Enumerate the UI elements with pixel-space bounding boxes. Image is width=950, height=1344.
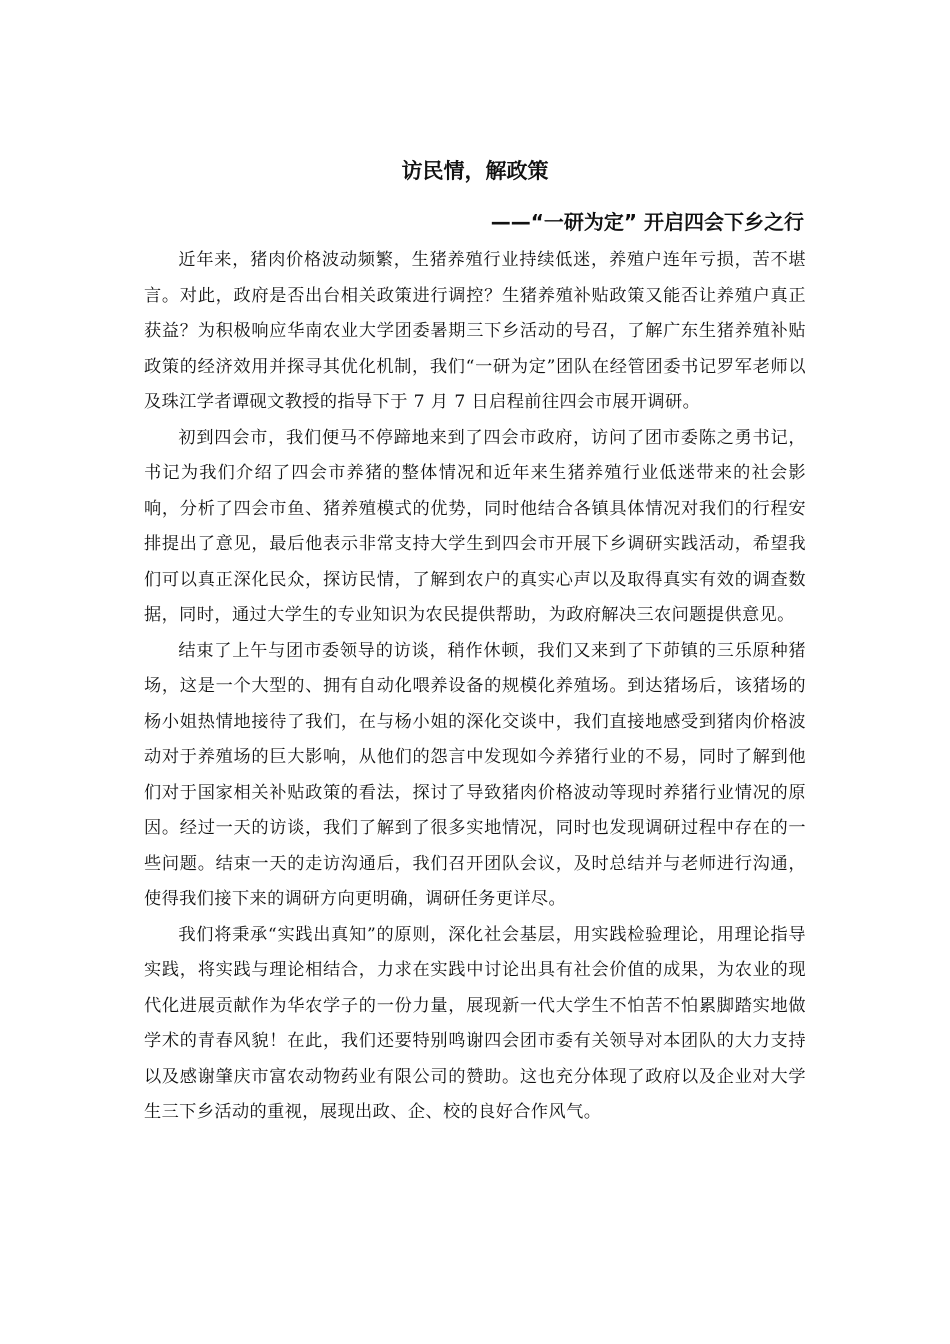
- article-subtitle: ——“一研为定” 开启四会下乡之行: [490, 210, 804, 234]
- article-title: 访民情，解政策: [401, 159, 549, 183]
- article-body: [144, 243, 806, 1131]
- paragraph-2: 初到四会市，我们便马不停蹄地来到了四会市政府，访问了团市委陈之勇书记，书记为我们介绍了四会市养猪的整体情况和近年来生猪养殖行业低迷带来的社会影响，分析了四会市鱼、猪养殖模式的优势，同时他结合各镇具体情况对我们的行程安排提出了意见，最后他表示非常支持大学生到四会市开展下乡调研实践活动，希望我们可以真正深化民众，探访民情，了解到农户的真实心声以及取得真实有效的调查数据，同时，通过大学生的专业知识为农民提供帮助，为政府解决三农问题提供意见。: [144, 427, 806, 625]
- paragraph-1: 近年来，猪肉价格波动频繁，生猪养殖行业持续低迷，养殖户连年亏损，苦不堪言。对此，政府是否出台相关政策进行调控？生猪养殖补贴政策又能否让养殖户真正获益？为积极响应华南农业大学团委暑期三下乡活动的号召，了解广东生猪养殖补贴政策的经济效用并探寻其优化机制，我们“一研为定”团队在经管团委书记罗军老师以及珠江学者谭砚文教授的指导下于 7 月 7 日启程前往四会市展开调研。: [144, 250, 806, 412]
- paragraph-3: 结束了上午与团市委领导的访谈，稍作休顿，我们又来到了下茆镇的三乐原种猪场，这是一个大型的、拥有自动化喂养设备的规模化养殖场。到达猪场后，该猪场的杨小姐热情地接待了我们，在与杨小姐的深化交谈中，我们直接地感受到猪肉价格波动对于养殖场的巨大影响，从他们的怨言中发现如今养猪行业的不易，同时了解到他们对于国家相关补贴政策的看法，探讨了导致猪肉价格波动等现时养猪行业情况的原因。经过一天的访谈，我们了解到了很多实地情况，同时也发现调研过程中存在的一些问题。结束一天的走访沟通后，我们召开团队会议，及时总结并与老师进行沟通，使得我们接下来的调研方向更明确，调研任务更详尽。: [144, 640, 806, 909]
- paragraph-4: 我们将秉承“实践出真知”的原则，深化社会基层，用实践检验理论，用理论指导实践，将实践与理论相结合，力求在实践中讨论出具有社会价值的成果，为农业的现代化进展贡献作为华农学子的一份力量，展现新一代大学生不怕苦不怕累脚踏实地做学术的青春风貌！在此，我们还要特别鸣谢四会团市委有关领导对本团队的大力支持以及感谢肇庆市富农动物药业有限公司的赞助。这也充分体现了政府以及企业对大学生三下乡活动的重视，展现出政、企、校的良好合作风气。: [144, 924, 806, 1122]
